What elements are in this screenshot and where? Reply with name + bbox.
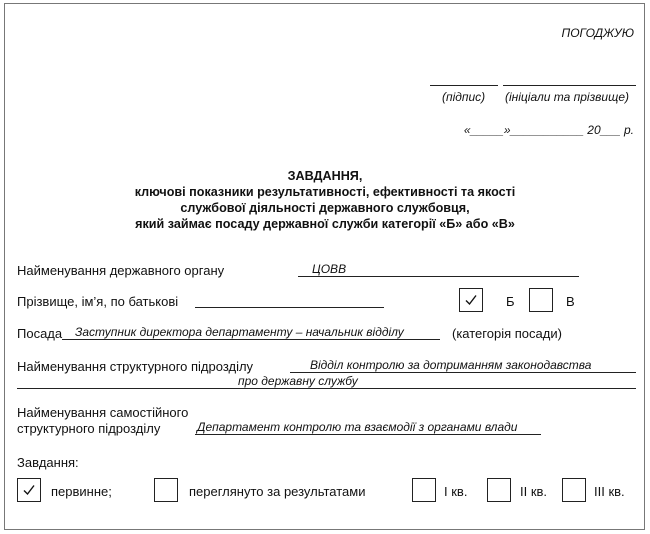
approval-heading: ПОГОДЖУЮ [561, 26, 634, 40]
document-subtitle-line2: службової діяльності державного службовця, [180, 201, 470, 215]
approval-date: «_____»___________ 20___ р. [463, 123, 634, 137]
quarter-3-checkbox[interactable] [562, 478, 586, 502]
initials-line [503, 85, 636, 86]
document-title: ЗАВДАННЯ, [287, 169, 363, 183]
category-b-label: Б [506, 294, 515, 309]
initials-caption: (ініціали та прізвище) [505, 90, 629, 104]
unit-line-2 [17, 388, 636, 389]
document-subtitle-line3: який займає посаду державної служби категорії «Б» або «В» [135, 217, 515, 231]
authority-value[interactable]: ЦОВВ [312, 262, 347, 276]
full-name-line[interactable] [195, 307, 384, 308]
unit-value-line1[interactable]: Відділ контролю за дотриманням законодавства [310, 358, 592, 372]
revised-label: переглянуто за результатами [189, 484, 366, 499]
full-name-label: Прізвище, ім’я, по батькові [17, 294, 179, 309]
position-line [62, 339, 440, 340]
independent-unit-label-2: структурного підрозділу [17, 421, 161, 436]
quarter-2-checkbox[interactable] [487, 478, 511, 502]
primary-label: первинне; [51, 484, 112, 499]
category-b-checkbox[interactable] [459, 288, 483, 312]
primary-checkbox[interactable] [17, 478, 41, 502]
independent-unit-line [195, 434, 541, 435]
signature-line [430, 85, 498, 86]
document-subtitle-line1: ключові показники результативності, ефективності та якості [134, 185, 516, 199]
position-value[interactable]: Заступник директора департаменту – начальник відділу [75, 325, 404, 339]
category-v-checkbox[interactable] [529, 288, 553, 312]
authority-line [298, 276, 579, 277]
position-category-caption: (категорія посади) [452, 326, 562, 341]
quarter-2-label: II кв. [520, 484, 548, 499]
quarter-3-label: III кв. [594, 484, 625, 499]
quarter-1-label: I кв. [444, 484, 468, 499]
quarter-1-checkbox[interactable] [412, 478, 436, 502]
authority-label: Найменування державного органу [17, 263, 225, 278]
checkmark-icon [23, 484, 35, 496]
category-v-label: В [566, 294, 575, 309]
position-label: Посада [17, 326, 63, 341]
unit-label: Найменування структурного підрозділу [17, 359, 254, 374]
independent-unit-value[interactable]: Департамент контролю та взаємодії з органами влади [197, 420, 518, 434]
independent-unit-label-1: Найменування самостійного [17, 405, 189, 420]
checkmark-icon [465, 294, 477, 306]
unit-value-line2[interactable]: про державну службу [238, 374, 358, 388]
revised-checkbox[interactable] [154, 478, 178, 502]
tasks-label: Завдання: [17, 455, 79, 470]
signature-caption: (підпис) [442, 90, 486, 104]
unit-line-1 [290, 372, 636, 373]
